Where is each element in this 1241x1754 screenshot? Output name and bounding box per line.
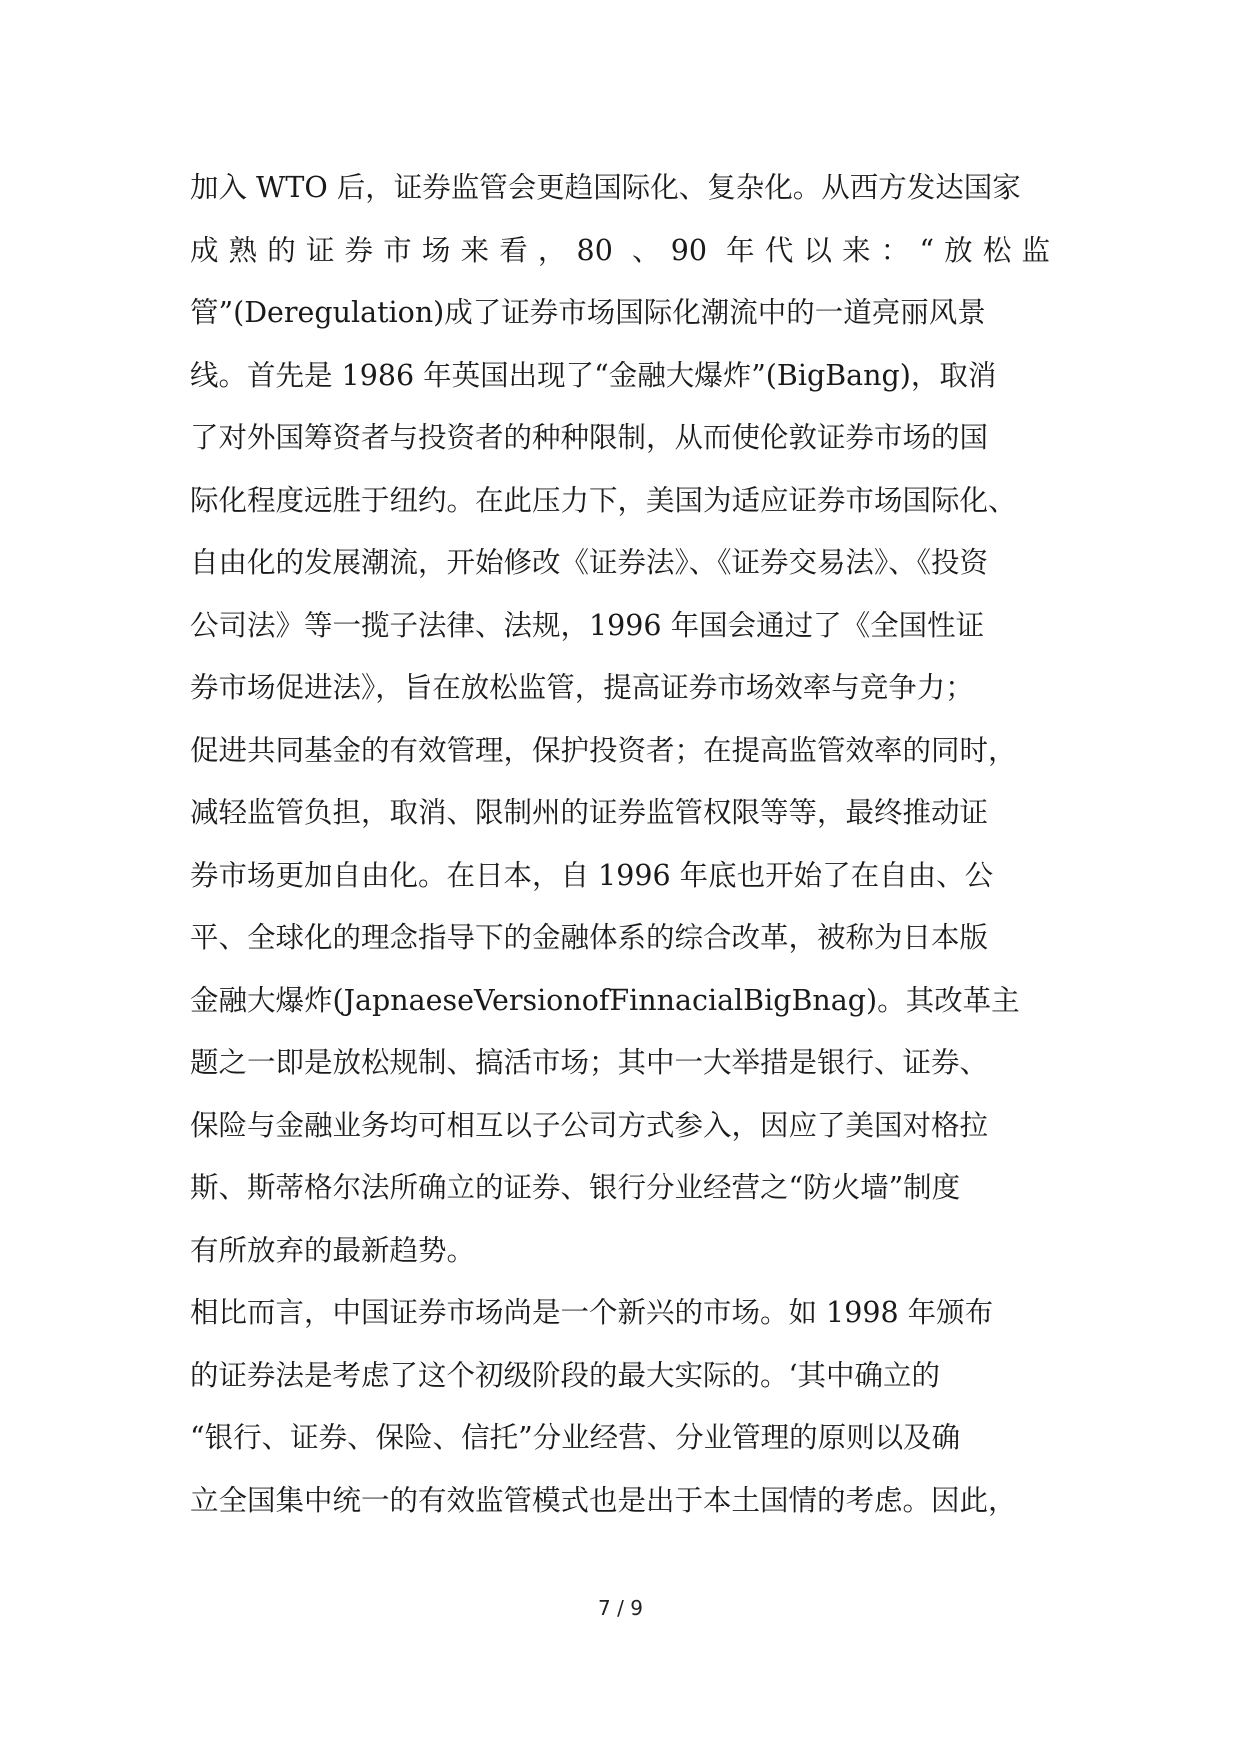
text-line-4: 线。首先是 1986 年英国出现了“金融大爆炸”(BigBang)，取消	[190, 358, 997, 392]
text-line-16: 保险与金融业务均可相互以子公司方式参入，因应了美国对格拉	[190, 1108, 989, 1142]
text-line-15: 题之一即是放松规制、搞活市场；其中一大举措是银行、证券、	[190, 1046, 989, 1079]
text-line-22: 立全国集中统一的有效监管模式也是出于本土国情的考虑。因此，	[190, 1483, 1017, 1517]
text-line-11: 减轻监管负担，取消、限制州的证券监管权限等等，最终推动证	[190, 796, 989, 829]
text-line-20: 的证券法是考虑了这个初级阶段的最大实际的。‘其中确立的	[190, 1358, 941, 1392]
text-line-8: 公司法》等一揽子法律、法规，1996 年国会通过了《全国性证	[190, 608, 985, 642]
text-line-3: 管”(Deregulation)成了证券市场国际化潮流中的一道亮丽风景	[190, 296, 986, 329]
body-text	[190, 157, 1070, 1532]
text-line-9: 券市场促进法》，旨在放松监管，提高证券市场效率与竞争力；	[190, 671, 974, 704]
text-line-18: 有所放弃的最新趋势。	[190, 1233, 476, 1267]
text-line-2: 成熟的证券市场来看，80 、90 年代以来：“放松监	[190, 233, 1050, 267]
text-line-6: 际化程度远胜于纽约。在此压力下，美国为适应证券市场国际化、	[190, 483, 1017, 517]
text-line-10: 促进共同基金的有效管理，保护投资者；在提高监管效率的同时，	[190, 733, 1017, 767]
text-line-13: 平、全球化的理念指导下的金融体系的综合改革，被称为日本版	[190, 921, 989, 954]
text-line-7: 自由化的发展潮流，开始修改《证券法》、《证券交易法》、《投资	[190, 546, 989, 579]
text-line-14: 金融大爆炸(JapnaeseVersionofFinnacialBigBnag)。其改革主	[190, 983, 1020, 1017]
page-number: 7 / 9	[598, 1596, 643, 1620]
text-line-17: 斯、斯蒂格尔法所确立的证券、银行分业经营之“防火墙”制度	[190, 1171, 961, 1204]
text-line-5: 了对外国筹资者与投资者的种种限制，从而使伦敦证券市场的国	[190, 421, 989, 454]
text-line-1: 加入 WTO 后，证券监管会更趋国际化、复杂化。从西方发达国家	[190, 171, 1021, 204]
text-line-21: “银行、证券、保险、信托”分业经营、分业管理的原则以及确	[190, 1421, 961, 1454]
text-line-12: 券市场更加自由化。在日本，自 1996 年底也开始了在自由、公	[190, 858, 994, 892]
text-line-19: 相比而言，中国证券市场尚是一个新兴的市场。如 1998 年颁布	[190, 1296, 994, 1329]
